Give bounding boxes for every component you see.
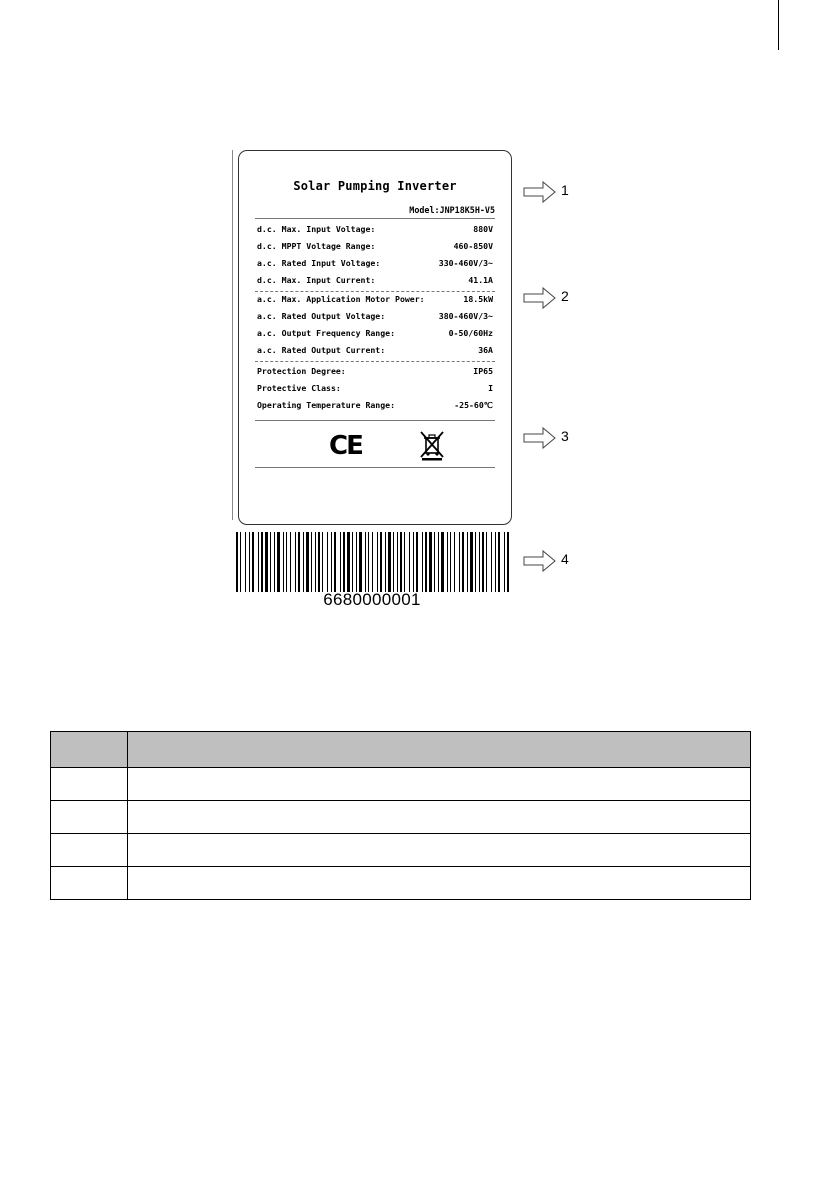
- barcode-bar: [479, 532, 480, 592]
- barcode-bar: [504, 532, 505, 592]
- barcode-bar: [416, 532, 418, 592]
- barcode-bar: [467, 532, 468, 592]
- barcode-bar: [290, 532, 291, 592]
- spec-value: 880V: [473, 224, 493, 234]
- barcode-bar: [434, 532, 435, 592]
- spec-name: d.c. MPPT Voltage Range:: [257, 241, 376, 251]
- barcode-bar: [274, 532, 275, 592]
- barcode-bar: [397, 532, 398, 592]
- barcode-bar: [359, 532, 362, 592]
- barcode-bar: [298, 532, 300, 592]
- spec-row-rated-output-current: [257, 344, 493, 356]
- barcode-bar: [447, 532, 448, 592]
- right-arrow-icon: [523, 426, 557, 450]
- spec-value: 36A: [478, 345, 493, 355]
- barcode-bar: [491, 532, 492, 592]
- plate-model: Model:JNP18K5H-V5: [409, 205, 495, 215]
- barcode-bar: [495, 532, 496, 592]
- barcode-bar: [258, 532, 259, 592]
- barcode-bar: [236, 532, 238, 592]
- spec-row-operating-temperature: [257, 399, 493, 411]
- barcode-bar: [306, 532, 309, 592]
- table-row: [51, 834, 751, 867]
- barcode-bar: [283, 532, 284, 592]
- barcode-bar: [295, 532, 296, 592]
- table-cell: [128, 834, 751, 867]
- table-cell: [128, 867, 751, 900]
- callout-number: 2: [561, 288, 569, 304]
- spec-row-protection-degree: [257, 365, 493, 377]
- right-arrow-icon: [523, 549, 557, 573]
- legend-table: [50, 731, 751, 900]
- barcode-bar: [377, 532, 378, 592]
- barcode-bar: [372, 532, 373, 592]
- barcode-bar: [322, 532, 323, 592]
- barcode-bar: [343, 532, 345, 592]
- table-cell: [128, 768, 751, 801]
- barcode-bar: [356, 532, 357, 592]
- spec-value: IP65: [473, 366, 493, 376]
- barcode-bar: [486, 532, 487, 592]
- barcode-bar: [303, 532, 304, 592]
- barcode-bar: [249, 532, 250, 592]
- barcode-bar: [261, 532, 263, 592]
- spec-name: d.c. Max. Input Voltage:: [257, 224, 376, 234]
- corner-crop-mark: [778, 0, 779, 50]
- barcode-bar: [393, 532, 394, 592]
- table-cell: [51, 867, 128, 900]
- barcode-bar: [441, 532, 444, 592]
- barcode-bar: [245, 532, 246, 592]
- spec-row-output-frequency-range: [257, 327, 493, 339]
- spec-row-max-motor-power: [257, 293, 493, 305]
- table-row: [51, 867, 751, 900]
- barcode-bar: [340, 532, 341, 592]
- spec-name: d.c. Max. Input Current:: [257, 275, 376, 285]
- barcode-bar: [459, 532, 460, 592]
- barcode-bar: [315, 532, 316, 592]
- table-row: [51, 801, 751, 834]
- barcode-bar: [270, 532, 271, 592]
- barcode-bar: [388, 532, 391, 592]
- spec-name: Protective Class:: [257, 383, 341, 393]
- spec-value: 18.5kW: [463, 294, 493, 304]
- table-cell: [51, 834, 128, 867]
- table-cell: [51, 801, 128, 834]
- spec-name: a.c. Rated Output Current:: [257, 345, 386, 355]
- barcode-bar: [318, 532, 320, 592]
- spec-row-rated-output-voltage: [257, 310, 493, 322]
- spec-name: a.c. Output Frequency Range:: [257, 328, 396, 338]
- spec-value: I: [488, 383, 493, 393]
- spec-row-mppt-voltage-range: [257, 240, 493, 252]
- callout-3: [523, 426, 573, 450]
- barcode-bar: [498, 532, 500, 592]
- table-row: [51, 768, 751, 801]
- barcode-bar: [240, 532, 241, 592]
- plate-divider: [255, 467, 495, 468]
- callout-number: 3: [561, 428, 569, 444]
- spec-value: -25-60℃: [454, 400, 493, 410]
- spec-value: 460-850V: [453, 241, 493, 251]
- barcode-bar: [380, 532, 382, 592]
- nameplate-label: [238, 150, 512, 525]
- plate-divider-dashed: [255, 291, 495, 292]
- callout-4: [523, 549, 573, 573]
- barcode: [232, 532, 512, 592]
- spec-name: Protection Degree:: [257, 366, 346, 376]
- barcode-bar: [334, 532, 336, 592]
- spec-name: a.c. Rated Input Voltage:: [257, 258, 381, 268]
- ce-mark: CE: [329, 431, 362, 461]
- table-cell: [128, 801, 751, 834]
- table-header-cell: [128, 732, 751, 768]
- table-header-cell: [51, 732, 128, 768]
- spec-value: 41.1A: [468, 275, 493, 285]
- right-arrow-icon: [523, 286, 557, 310]
- barcode-bar: [470, 532, 473, 592]
- spec-value: 380-460V/3~: [438, 311, 493, 321]
- barcode-bar: [347, 532, 350, 592]
- barcode-number: 6680000001: [323, 590, 421, 609]
- crossed-out-bin-icon: [418, 429, 446, 461]
- barcode-bar: [400, 532, 402, 592]
- barcode-bar: [422, 532, 423, 592]
- plate-divider-dashed: [255, 361, 495, 362]
- barcode-bar: [365, 532, 366, 592]
- plate-divider: [255, 218, 495, 219]
- barcode-bar: [252, 532, 254, 592]
- barcode-bar: [438, 532, 439, 592]
- barcode-bar: [286, 532, 287, 592]
- barcode-bar: [507, 532, 509, 592]
- barcode-bar: [462, 532, 464, 592]
- barcode-bar: [429, 532, 432, 592]
- table-cell: [51, 768, 128, 801]
- spec-row-dc-max-input-voltage: [257, 223, 493, 235]
- callout-number: 4: [561, 551, 569, 567]
- barcode-bar: [385, 532, 386, 592]
- barcode-bar: [368, 532, 369, 592]
- barcode-bar: [482, 532, 484, 592]
- barcode-bar: [409, 532, 410, 592]
- spec-name: a.c. Rated Output Voltage:: [257, 311, 386, 321]
- plate-divider: [255, 420, 495, 421]
- table-header-row: [51, 732, 751, 768]
- barcode-bar: [331, 532, 332, 592]
- barcode-bar: [413, 532, 414, 592]
- callout-1: [523, 180, 573, 204]
- spec-value: 330-460V/3~: [438, 258, 493, 268]
- barcode-bar: [352, 532, 353, 592]
- right-arrow-icon: [523, 180, 557, 204]
- barcode-bar: [475, 532, 476, 592]
- barcode-bar: [277, 532, 280, 592]
- spec-row-dc-max-input-current: [257, 274, 493, 286]
- barcode-bar: [450, 532, 451, 592]
- spec-value: 0-50/60Hz: [448, 328, 493, 338]
- barcode-bar: [454, 532, 455, 592]
- spec-row-ac-rated-input-voltage: [257, 257, 493, 269]
- barcode-bar: [327, 532, 328, 592]
- plate-title: Solar Pumping Inverter: [293, 179, 457, 193]
- nameplate-figure: [222, 150, 522, 612]
- plate-edge-line: [232, 150, 233, 520]
- callout-2: [523, 286, 573, 310]
- barcode-bar: [265, 532, 268, 592]
- barcode-bar: [425, 532, 427, 592]
- callout-number: 1: [561, 182, 569, 198]
- spec-name: a.c. Max. Application Motor Power:: [257, 294, 425, 304]
- spec-row-protective-class: [257, 382, 493, 394]
- spec-name: Operating Temperature Range:: [257, 400, 396, 410]
- barcode-bar: [311, 532, 312, 592]
- barcode-bar: [404, 532, 405, 592]
